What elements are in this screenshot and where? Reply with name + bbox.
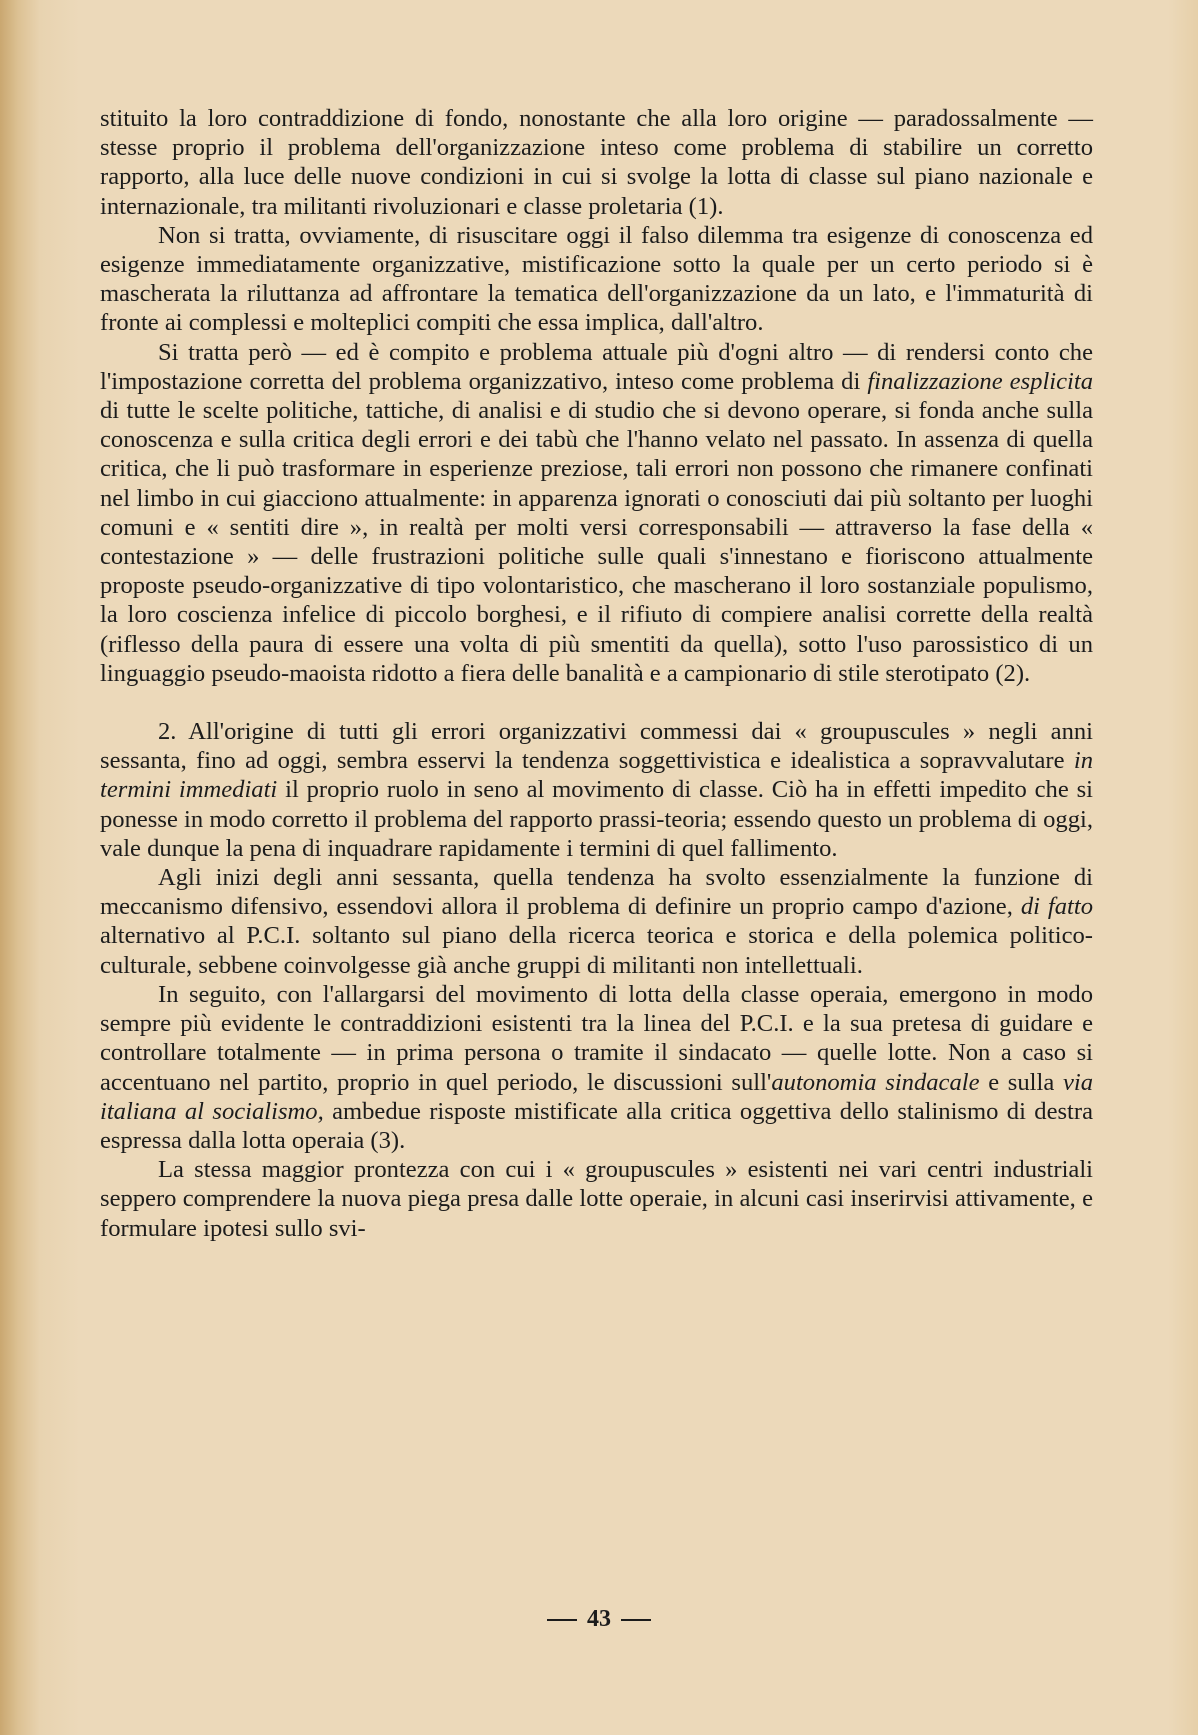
page-folio xyxy=(0,1606,1198,1633)
paragraph xyxy=(100,221,1093,338)
paragraph xyxy=(100,863,1093,980)
text-run: Non si tratta, ovviamente, di risuscitare oggi il falso dilemma tra esigenze di conoscenza ed esigenze immediatamente organizzative, mistificazione sotto la quale per un certo periodo si è mascherata la riluttanza ad affrontare la tematica dell'organizzazione da un lato, e l'immaturità di fronte ai complessi e molteplici compiti che essa implica, dall'altro. xyxy=(100,221,1093,337)
paragraph xyxy=(100,1155,1093,1243)
section-gap xyxy=(100,688,1093,717)
text-run: alternativo al P.C.I. soltanto sul piano della ricerca teorica e storica e della polemica politico-culturale, sebbene coinvolgesse già anche gruppi di militanti non intellettuali. xyxy=(100,922,1093,979)
italic-phrase: in termini immediati xyxy=(100,747,1093,804)
text-run: stituito la loro contraddizione di fondo, nonostante che alla loro origine — paradossalmente — stesse proprio il problema dell'organizzazione inteso come problema di stabilire un corretto rapporto, alla luce delle nuove condizioni in cui si svolge la lotta di classe sul piano nazionale e internazionale, tra militanti rivoluzionari e classe proletaria (1). xyxy=(100,105,1093,220)
text-run: il proprio ruolo in seno al movimento di classe. Ciò ha in effetti impedito che si ponesse in modo corretto il problema del rapporto prassi-teoria; essendo questo un problema di oggi, vale dunque la pena di inquadrare rapidamente i termini di quel fallimento. xyxy=(100,776,1093,862)
italic-phrase: finalizzazione esplicita xyxy=(867,367,1093,395)
text-run: e sulla xyxy=(979,1068,1063,1096)
paragraph xyxy=(100,717,1093,863)
paragraph xyxy=(100,104,1093,221)
text-run: 2. All'origine di tutti gli errori organizzativi commessi dai « groupuscules » negli anni sessanta, fino ad oggi, sembra esservi la tendenza soggettivistica e idealistica a sopravvalutare xyxy=(100,718,1093,775)
text-run: In seguito, con l'allargarsi del movimento di lotta della classe operaia, emergono in modo sempre più evidente le contraddizioni esistenti tra la linea del P.C.I. e la sua pretesa di guidare e controllare totalmente — in prima persona o tramite il sindacato — quelle lotte. Non a caso si accentuano nel partito, proprio in quel periodo, le discussioni sull' xyxy=(100,980,1093,1096)
paragraph xyxy=(100,980,1093,1155)
text-run: Agli inizi degli anni sessanta, quella tendenza ha svolto essenzialmente la funzione di meccanismo difensivo, essendovi allora il problema di definire un proprio campo d'azione, xyxy=(100,864,1093,921)
folio-dash-left xyxy=(547,1619,577,1621)
text-run: ambedue risposte mistificate alla critica oggettiva dello stalinismo di destra espressa dalla lotta operaia (3). xyxy=(100,1097,1093,1154)
text-run: di tutte le scelte politiche, tattiche, di analisi e di studio che si devono operare, si fonda anche sulla conoscenza e sulla critica degli errori e dei tabù che l'hanno velato nel passato. In assenza di quella critica, che li può trasformare in esperienze preziose, tali errori non possono che rimanere confinati nel limbo in cui giacciono attualmente: in apparenza ignorati o conosciuti dai più soltanto per luoghi comuni e « sentiti dire », in realtà per molti versi corresponsabili — attraverso la fase della « contestazione » — delle frustrazioni politiche sulle quali s'innestano e fioriscono attualmente proposte pseudo-organizzative di tipo volontaristico, che mascherano il loro sostanziale populismo, la loro coscienza infelice di piccolo borghesi, e il rifiuto di compiere analisi corrette della realtà (riflesso della paura di essere una volta di più smentiti da quella), sotto l'uso parossistico di un linguaggio pseudo-maoista ridotto a fiera delle banalità e a campionario di stile sterotipato (2). xyxy=(100,397,1093,687)
folio-dash-right xyxy=(621,1619,651,1621)
body-text xyxy=(100,104,1093,1243)
text-run: Si tratta però — ed è compito e problema attuale più d'ogni altro — di rendersi conto che l'impostazione corretta del problema organizzativo, inteso come problema di xyxy=(100,338,1093,395)
italic-phrase: autonomia sindacale xyxy=(771,1068,980,1096)
italic-phrase: via italiana al socialismo, xyxy=(100,1068,1093,1125)
page-number: 43 xyxy=(587,1606,611,1632)
paragraph xyxy=(100,338,1093,688)
text-run: La stessa maggior prontezza con cui i « groupuscules » esistenti nei vari centri industriali seppero comprendere la nuova piega presa dalle lotte operaie, in alcuni casi inserirvisi attivamente, e formulare ipotesi sullo svi- xyxy=(100,1156,1093,1242)
italic-phrase: di fatto xyxy=(1020,893,1093,921)
